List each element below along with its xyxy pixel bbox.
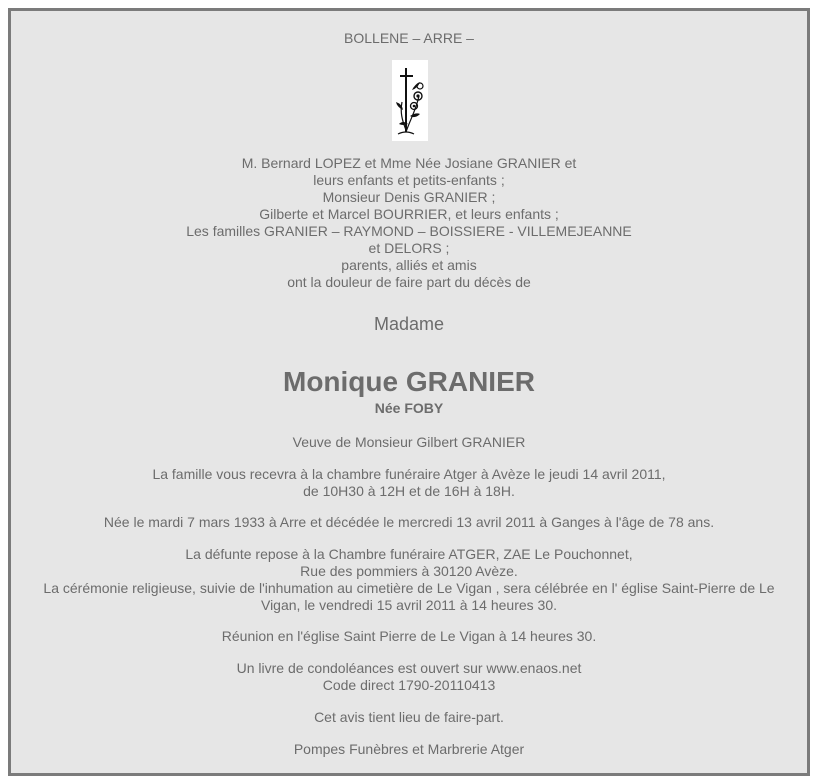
family-line: et DELORS ; xyxy=(368,240,450,256)
family-line: M. Bernard LOPEZ et Mme Née Josiane GRANIER et xyxy=(241,155,577,171)
funeral-home xyxy=(11,741,807,758)
meeting-text: Réunion en l'église Saint Pierre de Le Vigan à 14 heures 30. xyxy=(221,628,597,644)
reception-line: La famille vous recevra à la chambre funéraire Atger à Avèze le jeudi 14 avril 2011, xyxy=(152,466,666,482)
ceremony-line: La défunte repose à la Chambre funéraire ATGER, ZAE Le Pouchonnet, xyxy=(185,546,633,562)
condolences-line: Code direct 1790-20110413 xyxy=(322,677,496,693)
ceremony-line: Vigan, le vendredi 15 avril 2011 à 14 heures 30. xyxy=(260,597,558,613)
maiden-name: Née FOBY xyxy=(374,400,444,416)
condolences-info xyxy=(11,660,807,694)
family-line: leurs enfants et petits-enfants ; xyxy=(313,172,505,188)
family-list xyxy=(11,155,807,291)
family-line: ont la douleur de faire part du décès de xyxy=(287,274,531,290)
ceremony-line: Rue des pommiers à 30120 Avèze. xyxy=(300,563,518,579)
obituary-notice xyxy=(8,8,810,776)
location-header xyxy=(11,30,807,47)
family-line: Gilberte et Marcel BOURRIER, et leurs enfants ; xyxy=(259,206,559,222)
family-line: Les familles GRANIER – RAYMOND – BOISSIERE - VILLEMEJEANNE xyxy=(186,223,632,239)
widow-of xyxy=(11,434,807,451)
deceased-name: Monique GRANIER xyxy=(283,366,535,397)
ceremony-line: La cérémonie religieuse, suivie de l'inhumation au cimetière de Le Vigan , sera célébrée en l' église Saint-Pierre de Le xyxy=(43,580,775,596)
widow-of-text: Veuve de Monsieur Gilbert GRANIER xyxy=(292,434,526,450)
notice-note xyxy=(11,709,807,726)
funeral-home-text: Pompes Funèbres et Marbrerie Atger xyxy=(293,741,525,757)
reception-line: de 10H30 à 12H et de 16H à 18H. xyxy=(303,483,515,499)
ceremony-info xyxy=(11,546,807,614)
deceased-title: Madame xyxy=(373,314,445,334)
family-line: parents, alliés et amis xyxy=(341,257,477,273)
reception-info xyxy=(11,466,807,500)
family-line: Monsieur Denis GRANIER ; xyxy=(322,189,496,205)
location-text: BOLLENE – ARRE – xyxy=(344,30,474,46)
cross-with-flowers-icon xyxy=(392,60,428,141)
meeting-info xyxy=(11,628,807,645)
birth-death-info xyxy=(11,514,807,531)
notice-note-text: Cet avis tient lieu de faire-part. xyxy=(314,709,504,725)
birth-death-text: Née le mardi 7 mars 1933 à Arre et décédée le mercredi 13 avril 2011 à Ganges à l'âge de 78 ans. xyxy=(103,514,715,530)
condolences-line: Un livre de condoléances est ouvert sur www.enaos.net xyxy=(236,660,582,676)
